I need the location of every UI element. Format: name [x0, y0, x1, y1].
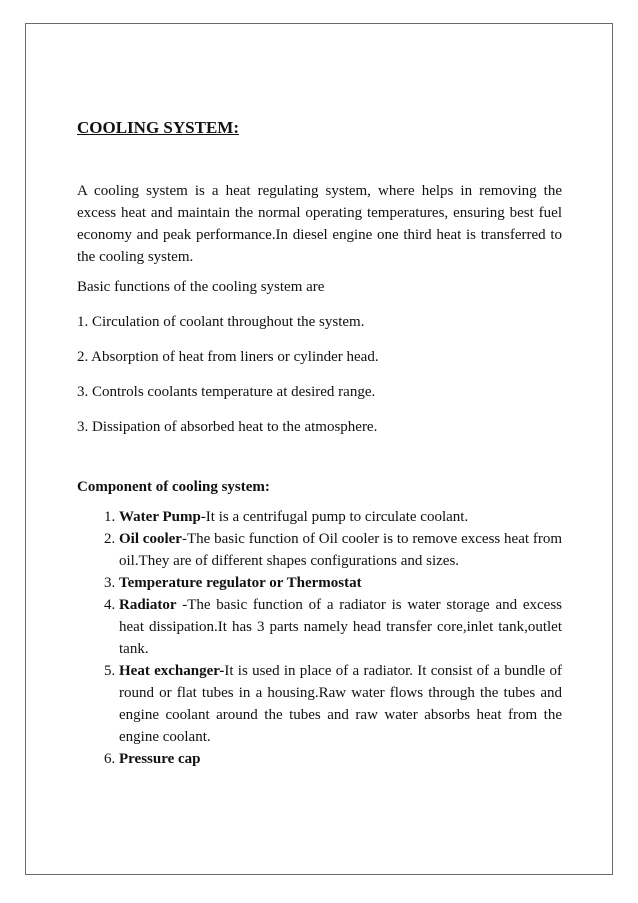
function-item: 3. Dissipation of absorbed heat to the atmosphere.: [77, 419, 378, 435]
component-name: Temperature regulator or Thermostat: [119, 575, 362, 591]
document-body: [77, 116, 562, 770]
component-name: Pressure cap: [119, 751, 201, 767]
component-item: [119, 660, 562, 748]
components-list: [77, 506, 562, 770]
component-name: Oil cooler: [119, 531, 182, 547]
component-description: -The basic function of a radiator is water storage and excess heat dissipation.It has 3 parts namely head transfer core,inlet tank,outlet tank.: [119, 597, 562, 657]
component-description: -The basic function of Oil cooler is to remove excess heat from oil.They are of different shapes configurations and sizes.: [119, 531, 562, 569]
component-name: Water Pump: [119, 509, 201, 525]
component-name: Heat exchanger-: [119, 663, 225, 679]
component-description: It is used in place of a radiator. It consist of a bundle of round or flat tubes in a housing.Raw water flows through the tubes and engine coolant around the tubes and raw water absorbs heat from the engine coolant.: [119, 663, 562, 745]
component-item: [119, 506, 562, 528]
function-item: 1. Circulation of coolant throughout the system.: [77, 314, 365, 330]
component-description: -It is a centrifugal pump to circulate coolant.: [200, 509, 469, 525]
component-name: Radiator: [119, 597, 177, 613]
page-title: COOLING SYSTEM:: [77, 118, 239, 137]
components-heading: Component of cooling system:: [77, 479, 270, 495]
function-item: 3. Controls coolants temperature at desired range.: [77, 384, 376, 400]
component-item: [119, 594, 562, 660]
component-item: [119, 572, 562, 594]
functions-heading: Basic functions of the cooling system are: [77, 279, 325, 295]
component-item: [119, 528, 562, 572]
component-item: [119, 748, 562, 770]
intro-paragraph: A cooling system is a heat regulating system, where helps in removing the excess heat and maintain the normal operating temperatures, ensuring best fuel economy and peak performance.In diesel engine one third heat is transferred to the cooling system.: [77, 183, 562, 265]
function-item: 2. Absorption of heat from liners or cylinder head.: [77, 349, 379, 365]
